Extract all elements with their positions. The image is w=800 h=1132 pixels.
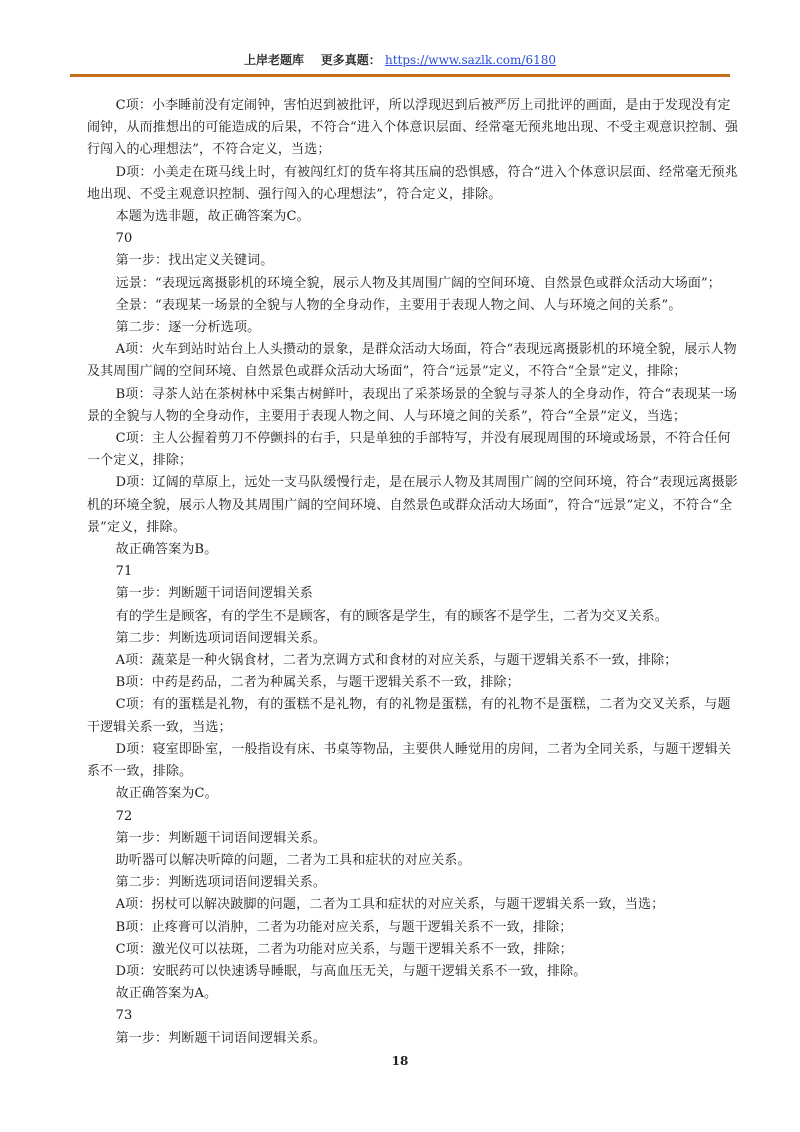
paragraph: 全景：“表现某一场景的全貌与人物的全身动作，主要用于表现人物之间、人与环境之间的关系”。 [115, 297, 682, 313]
more-label: 更多真题： [320, 53, 381, 67]
question-number: 73 [115, 1008, 133, 1024]
paragraph: 第一步：判断题干词语间逻辑关系。 [115, 1030, 326, 1046]
header-link[interactable]: https://www.sazlk.com/6180 [384, 53, 556, 67]
site-name: 上岸老题库 [244, 53, 305, 67]
page-header [0, 52, 800, 68]
paragraph: 第一步：判断题干词语间逻辑关系。 [115, 830, 326, 846]
paragraph: C项：有的蛋糕是礼物，有的蛋糕不是礼物，有的礼物是蛋糕，有的礼物不是蛋糕，二者为交叉关系，与题干逻辑关系一致，当选； [87, 697, 731, 735]
paragraph: 有的学生是顾客，有的学生不是顾客，有的顾客是学生，有的顾客不是学生，二者为交叉关系。 [115, 608, 668, 624]
paragraph: D项：安眠药可以快速诱导睡眠，与高血压无关，与题干逻辑关系不一致，排除。 [115, 963, 587, 979]
paragraph: D项：小美走在斑马线上时，有被闯红灯的货车将其压扁的恐惧感，符合“进入个体意识层面、经常毫无预兆地出现、不受主观意识控制、强行闯入的心理想法”，符合定义，排除。 [87, 164, 738, 202]
paragraph: 第二步：判断选项词语间逻辑关系。 [115, 875, 326, 891]
paragraph: 第一步：判断题干词语间逻辑关系 [115, 586, 313, 602]
paragraph: A项：蔬菜是一种火锅食材，二者为烹调方式和食材的对应关系，与题干逻辑关系不一致，排除； [115, 653, 678, 669]
page-number: 18 [391, 1054, 409, 1068]
question-number: 71 [115, 564, 133, 580]
header-divider [70, 74, 730, 77]
question-number: 72 [115, 808, 133, 824]
paragraph: D项：寝室即卧室，一般指设有床、书桌等物品，主要供人睡觉用的房间，二者为全同关系，与题干逻辑关系不一致，排除。 [87, 741, 732, 780]
paragraph: A项：拐杖可以解决跛脚的问题，二者为工具和症状的对应关系，与题干逻辑关系一致，当选； [115, 897, 665, 913]
paragraph: 远景：“表现远离摄影机的环境全貌，展示人物及其周围广阔的空间环境、自然景色或群众活动大场面”； [115, 275, 721, 291]
paragraph: B项：止疼膏可以消肿，二者为功能对应关系，与题干逻辑关系不一致，排除； [115, 919, 573, 935]
paragraph: 第二步：判断选项词语间逻辑关系。 [115, 630, 326, 646]
paragraph: 故正确答案为C。 [115, 786, 218, 802]
question-number: 70 [115, 231, 133, 247]
paragraph: 本题为选非题，故正确答案为C。 [115, 209, 310, 225]
paragraph: 第二步：逐一分析选项。 [115, 320, 261, 336]
paragraph: B项：中药是药品，二者为种属关系，与题干逻辑关系不一致，排除； [115, 675, 520, 691]
paragraph: C项：小李睡前没有定闹钟，害怕迟到被批评，所以浮现迟到后被严厉上司批评的画面，是由于发现没有定闹钟，从而推想出的可能造成的后果，不符合“进入个体意识层面、经常毫无预兆地出现、不受主观意识控制、强行闯入的心理想法”，不符合定义，当选； [87, 98, 739, 158]
paragraph: B项：寻茶人站在茶树林中采集古树鲜叶，表现出了采茶场景的全貌与寻茶人的全身动作，符合“表现某一场景的全貌与人物的全身动作，主要用于表现人物之间、人与环境之间的关系”，符合“全景”定义，当选； [87, 386, 737, 424]
paragraph: D项：辽阔的草原上，远处一支马队缓慢行走，是在展示人物及其周围广阔的空间环境，符合“表现远离摄影机的环境全貌，展示人物及其周围广阔的空间环境、自然景色或群众活动大场面”，符合“远景”定义，不符合“全景”定义，排除。 [87, 475, 738, 535]
paragraph: 故正确答案为B。 [115, 542, 218, 558]
paragraph: 故正确答案为A。 [115, 986, 218, 1002]
paragraph: A项：火车到站时站台上人头攒动的景象，是群众活动大场面，符合“表现远离摄影机的环境全貌，展示人物及其周围广阔的空间环境、自然景色或群众活动大场面”，符合“远景”定义，不符合“全景”定义，排除； [87, 342, 737, 380]
paragraph: C项：激光仪可以祛斑，二者为功能对应关系，与题干逻辑关系不一致，排除； [115, 941, 573, 957]
paragraph: C项：主人公握着剪刀不停颤抖的右手，只是单独的手部特写，并没有展现周围的环境或场景，不符合任何一个定义，排除； [87, 431, 731, 469]
paragraph: 第一步：找出定义关键词。 [115, 253, 274, 269]
paragraph: 助听器可以解决听障的问题，二者为工具和症状的对应关系。 [115, 852, 471, 868]
header-separator [308, 53, 316, 67]
page-body [87, 95, 739, 1050]
